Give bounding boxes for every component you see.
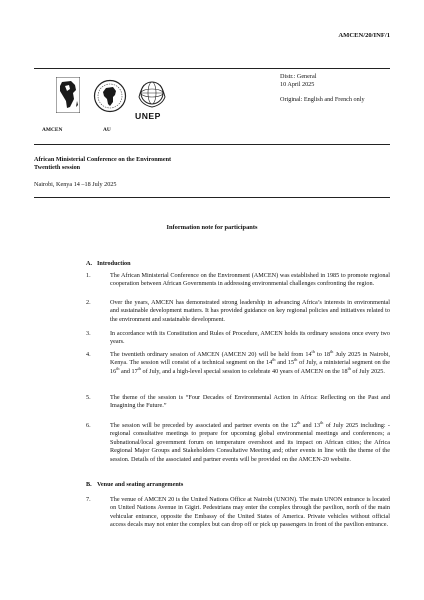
paragraph-number: 6. — [86, 422, 91, 429]
distribution-block — [280, 73, 365, 104]
paragraph-number: 3. — [86, 330, 91, 337]
paragraph-text: The twentieth ordinary session of AMCEN (AMCEN 20) will be held from 14th to 18th July 2025 in Nairobi, Kenya. The session will consist of a technical segment on the 14th and 15th of July, a ministerial segment on the 16th and 17th of July, and a high-level special session to celebrate 40 years of AMCEN on the 18th of July 2025. — [110, 348, 390, 375]
unep-emblem-icon — [136, 77, 168, 109]
document-title: Information note for participants — [166, 224, 258, 231]
paragraph-text: In accordance with its Constitution and Rules of Procedure, AMCEN holds its ordinary sessions once every two years. — [110, 330, 390, 346]
issue-date: 10 April 2025 — [280, 81, 315, 88]
paragraph-text: The African Ministerial Conference on the Environment (AMCEN) was established in 1985 to promote regional cooperation between African Governments in addressing environmental challenges confronting the region. — [110, 272, 390, 288]
section-title: Venue and seating arrangements — [97, 481, 184, 488]
paragraph — [86, 299, 390, 324]
paragraph — [86, 496, 390, 530]
header-top-rule — [34, 68, 390, 69]
section-heading — [86, 481, 183, 488]
section-heading — [86, 260, 131, 267]
paragraph — [86, 330, 390, 347]
paragraph-text: The theme of the session is “Four Decades of Environmental Action in Africa: Reflecting on the Past and Imagining the Future.” — [110, 394, 390, 410]
amcen-label: AMCEN — [42, 127, 63, 133]
paragraph-text: The venue of AMCEN 20 is the United Nations Office at Nairobi (UNON). The main UNON entrance is located on United Nations Avenue in Gigiri. Pedestrians may enter the complex through the pavilion, north of the main vehicular entrance, opposite the Embassy of the United States of America. Private vehicles without official access decals may not enter the complex but can drop off or pick up passengers in front of the pavilion entrance. — [110, 496, 390, 529]
header-bottom-rule — [34, 197, 390, 198]
paragraph — [86, 394, 390, 411]
section-letter: B. — [86, 481, 92, 488]
header-middle-rule — [34, 144, 390, 145]
au-emblem-icon — [93, 79, 127, 113]
place-and-dates: Nairobi, Kenya 14 –18 July 2025 — [34, 181, 117, 188]
amcen-logo-icon — [56, 77, 80, 113]
paragraph-text: The session will be preceded by associated and partner events on the 12th and 13th of July 2025 including: - regional consultative meetings to prepare for upcoming global environmental meetings and conferences; a Subnational/local government forum on temperature overshoot and its impact on African cities; the Africa Regional Major Groups and Stakeholders Consultative Meeting and; other events in line with the theme of the session. Details of the associated and partner events will be provided on the AMCEN-20 website. — [110, 419, 390, 463]
paragraph — [86, 419, 390, 464]
distribution-status: Distr.: General — [280, 73, 317, 80]
unep-label: UNEP — [135, 111, 161, 121]
paragraph-number: 1. — [86, 272, 91, 279]
conference-block — [34, 156, 171, 172]
paragraph-number: 7. — [86, 496, 91, 503]
paragraph — [86, 272, 390, 289]
original-languages: Original: English and French only — [280, 96, 365, 103]
conference-name: African Ministerial Conference on the Environment — [34, 156, 172, 163]
section-title: Introduction — [97, 260, 131, 267]
paragraph-number: 2. — [86, 299, 91, 306]
au-label: AU — [103, 127, 111, 133]
paragraph — [86, 348, 390, 376]
logo-block — [46, 73, 176, 135]
paragraph-number: 4. — [86, 351, 91, 358]
document-symbol: AMCEN/20/INF/1 — [338, 32, 390, 39]
section-letter: A. — [86, 260, 93, 267]
paragraph-number: 5. — [86, 394, 91, 401]
session-name: Twentieth session — [34, 164, 81, 171]
paragraph-text: Over the years, AMCEN has demonstrated strong leadership in advancing Africa’s interests in environmental and sustainable development matters. It has provided guidance on key regional policies and initiatives related to the environment and sustainable development. — [110, 299, 390, 323]
